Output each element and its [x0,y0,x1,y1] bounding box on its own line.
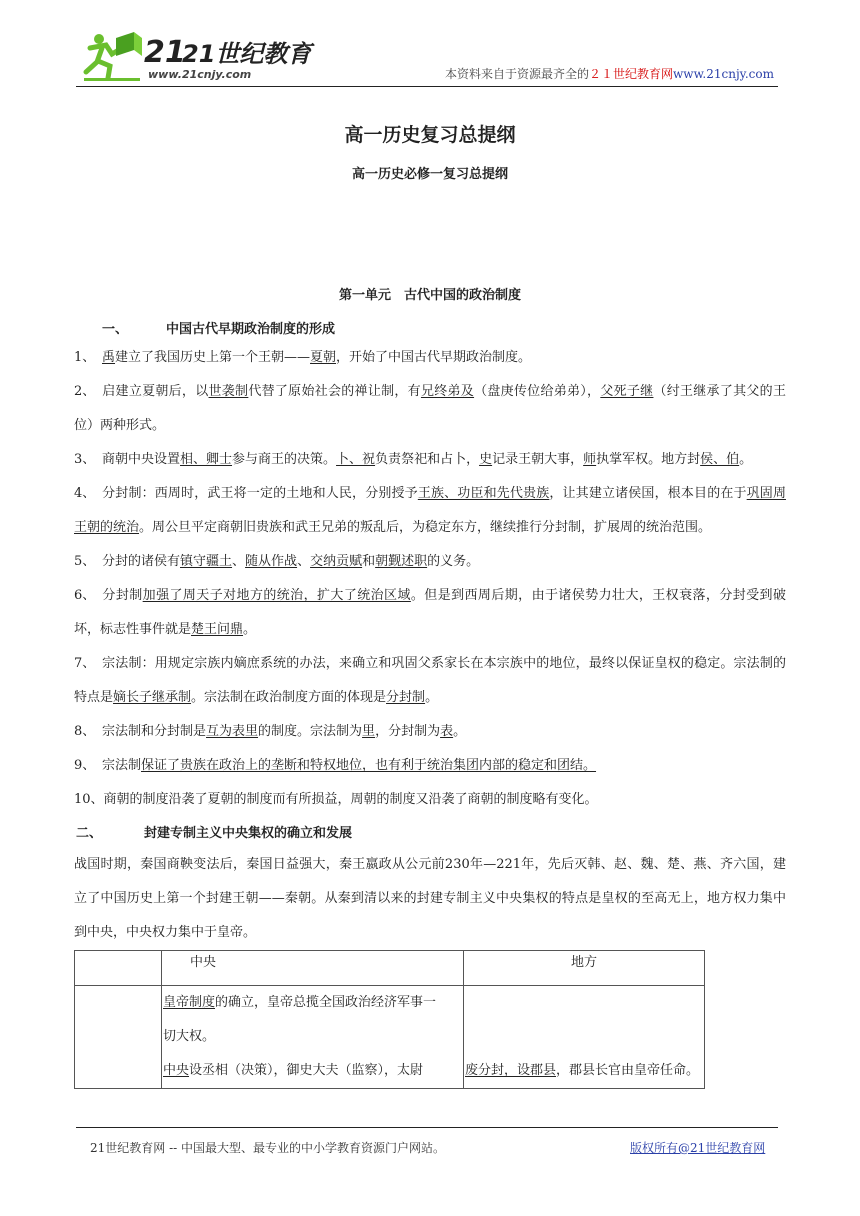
table-header-cell: 中央 [162,951,464,986]
table-header-cell [75,951,162,986]
list-item-7: 7、 宗法制：用规定宗族内嫡庶系统的办法，来确立和巩固父系家长在本宗族中的地位，最终以保证皇权的稳定。宗法制的特点是嫡长子继承制。宗法制在政治制度方面的体现是分封制。 [74,656,786,705]
section-text: 中国古代早期政治制度的形成 [166,322,336,337]
footer-text: 21世纪教育网 -- 中国最大型、最专业的中小学教育资源门户网站。 [90,1141,446,1155]
site-logo [82,28,312,84]
header-note-prefix: 本资料来自于资源最齐全的 [445,67,590,81]
list-item-10: 10、商朝的制度沿袭了夏朝的制度而有所损益，周朝的制度又沿袭了商朝的制度略有变化。 [74,792,598,807]
section-number: 一、 [102,322,129,337]
header-rule [76,86,778,87]
header-note-url[interactable]: www.21cnjy.com [673,67,774,81]
svg-text:21: 21 [144,35,186,70]
logo-url: www.21cnjy.com [148,68,252,81]
table-row [75,986,705,1089]
document-subtitle: 高一历史必修一复习总提纲 [351,167,508,182]
table-cell: 废分封，设郡县，郡县长官由皇帝任命。 [464,986,705,1089]
list-item-5: 5、 分封的诸侯有镇守疆土、随从作战、交纳贡赋和朝觐述职的义务。 [74,554,480,569]
section-heading-2 [76,822,352,841]
list-item-6: 6、 分封制加强了周天子对地方的统治，扩大了统治区域。但是到西周后期，由于诸侯势力壮大，王权衰落，分封受到破坏，标志性事件就是楚王问鼎。 [74,588,786,637]
section-text: 封建专制主义中央集权的确立和发展 [144,826,353,841]
document-title: 高一历史复习总提纲 [344,124,516,146]
list-item-1: 1、 禹建立了我国历史上第一个王朝——夏朝，开始了中国古代早期政治制度。 [74,350,532,365]
unit-heading: 第一单元 古代中国的政治制度 [338,288,521,303]
table-header-cell: 地方 [464,951,705,986]
paragraph: 战国时期，秦国商鞅变法后，秦国日益强大，秦王嬴政从公元前230年—221年，先后灭韩、赵、魏、楚、燕、齐六国，建立了中国历史上第一个封建王朝——秦朝。从秦到清以来的封建专制主义中央集权的特点是皇权的至高无上，地方权力集中到中央，中央权力集中于皇帝。 [74,857,786,940]
copyright-link[interactable]: 版权所有@21世纪教育网 [630,1141,766,1155]
table-header-row [75,951,705,986]
table-cell [75,986,162,1089]
page-header [76,28,778,86]
list-item-3: 3、 商朝中央设置相、卿士参与商王的决策。卜、祝负责祭祀和占卜，史记录王朝大事，师执掌军权。地方封侯、伯。 [74,452,753,467]
list-item-4: 4、 分封制：西周时，武王将一定的土地和人民，分别授予王族、功臣和先代贵族，让其建立诸侯国，根本目的在于巩固周王朝的统治。周公旦平定商朝旧贵族和武王兄弟的叛乱后，为稳定东方，继续推行分封制，扩展周的统治范围。 [74,486,786,535]
logo-text: 21世纪教育 [182,40,312,68]
table-cell: 皇帝制度的确立，皇帝总揽全国政治经济军事一 切大权。 中央设丞相（决策），御史大夫（监察），太尉 [162,986,464,1089]
section-number: 二、 [76,826,103,841]
list-item-8: 8、 宗法制和分封制是互为表里的制度。宗法制为里，分封制为表。 [74,724,467,739]
center-local-table [74,950,705,1089]
header-note-site: ２１世纪教育网 [589,67,674,81]
header-note [445,65,774,82]
list-item-2: 2、 启建立夏朝后，以世袭制代替了原始社会的禅让制，有兄终弟及（盘庚传位给弟弟），父死子继（纣王继承了其父的王位）两种形式。 [74,384,786,433]
list-item-9: 9、 宗法制保证了贵族在政治上的垄断和特权地位，也有利于统治集团内部的稳定和团结。 [74,758,597,773]
footer-rule [76,1127,778,1128]
section-heading-1 [102,318,335,337]
